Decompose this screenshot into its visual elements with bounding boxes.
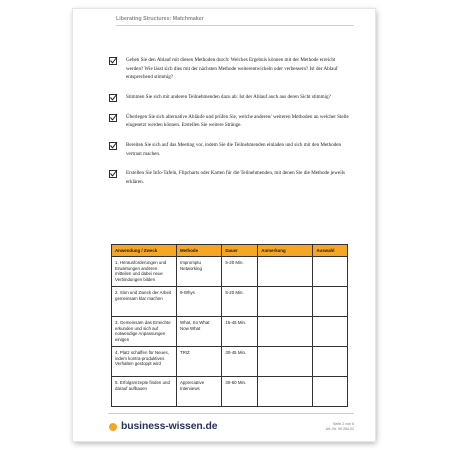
checklist-item — [109, 169, 349, 186]
checked-box-icon — [109, 142, 117, 150]
checked-box-icon — [109, 94, 117, 102]
cell-method: What, So What Now What — [176, 317, 221, 347]
cell-selection — [313, 287, 348, 317]
checklist-item — [109, 141, 349, 158]
logo-dot-icon — [109, 423, 117, 431]
cell-purpose: 1. Herausforderungen und Erwartungen anderen mitteilen und dabei neue Verbindungen bilden — [112, 257, 177, 287]
cell-note — [258, 317, 313, 347]
cell-purpose: 5. Erfolgsrezepte finden und darauf aufbauen — [112, 377, 177, 407]
checked-box-icon — [109, 170, 117, 178]
document-header-title: Liberating Structures: Matchmaker — [116, 16, 204, 22]
checklist-item-text: Erstellen Sie Info-Tafeln, Flipcharts oder Karten für die Teilnehmenden, mit denen Sie die Methode jeweils erklären. — [126, 170, 346, 185]
logo-text: business-wissen.de — [121, 421, 218, 432]
table-row — [112, 317, 348, 347]
cell-purpose: 2. Sinn und Zweck der Arbeit gemeinsam klar machen — [112, 287, 177, 317]
checklist-item — [109, 93, 349, 102]
cell-method: Appreciative Interviews — [176, 377, 221, 407]
cell-duration: 5-20 Min. — [222, 287, 258, 317]
checklist-item-text: Überlegen Sie sich alternative Abläufe und prüfen Sie, welche anderen/ weiteren Methoden an welcher Stelle eingesetzt werden können. Erstellen Sie weitere Stränge. — [126, 113, 349, 129]
cell-duration: 30-45 Min. — [222, 347, 258, 377]
cell-duration: 15-45 Min. — [222, 317, 258, 347]
cell-note — [258, 377, 313, 407]
cell-note — [258, 347, 313, 377]
cell-note — [258, 287, 313, 317]
table-row — [112, 377, 348, 407]
checklist-item-text: Gehen Sie den Ablauf mit diesen Methoden durch: Welches Ergebnis können mit der Methode erreicht werden? Wie lässt sich dies mit der nächsten Methode weiterentwickeln oder verbessern? Ist der Ablauf entsprechend stimmig? — [126, 57, 338, 81]
cell-purpose: 4. Platz schaffen für Neues, indem kontra-produktives Verhalten gestoppt wird — [112, 347, 177, 377]
brand-logo — [109, 421, 217, 432]
cell-selection — [313, 347, 348, 377]
cell-method: TRIZ — [176, 347, 221, 377]
table-row — [112, 347, 348, 377]
page-number: Seite 2 von 6 — [333, 422, 354, 426]
cell-selection — [313, 377, 348, 407]
column-header-duration: Dauer — [222, 245, 258, 257]
cell-duration: 5-20 Min. — [222, 257, 258, 287]
column-header-note: Anmerkung — [258, 245, 313, 257]
cell-selection — [313, 257, 348, 287]
cell-purpose: 3. Gemeinsam das Erreichte erkunden und sich auf notwendige Anpassungen einigen — [112, 317, 177, 347]
column-header-method: Methode — [176, 245, 221, 257]
document-page — [73, 9, 375, 441]
checklist-item — [109, 113, 349, 130]
cell-selection — [313, 317, 348, 347]
method-table — [111, 244, 348, 407]
table-header-row — [112, 245, 348, 257]
checklist-item-text: Stimmen Sie sich mit anderen Teilnehmenden dazu ab: Ist der Ablauf auch aus deren Sicht stimmig? — [126, 93, 331, 100]
checked-box-icon — [109, 57, 117, 65]
table-row — [112, 287, 348, 317]
footer-divider — [108, 413, 354, 414]
footer-meta — [326, 422, 354, 432]
header-divider — [116, 25, 354, 26]
column-header-purpose: Anwendung / Zweck — [112, 245, 177, 257]
column-header-selection: Auswahl — [313, 245, 348, 257]
cell-method: 9-Whys — [176, 287, 221, 317]
checklist-item — [109, 56, 349, 82]
checklist — [109, 56, 349, 197]
table-row — [112, 257, 348, 287]
cell-method: Impromptu Networking — [176, 257, 221, 287]
checklist-item-text: Bereiten Sie sich auf das Meeting vor, indem Sie die Teilnehmenden einladen und sich mit den Methoden vertraut machen. — [126, 141, 342, 157]
cell-note — [258, 257, 313, 287]
checked-box-icon — [109, 114, 117, 122]
article-number: Art.-Nr. 99.284.02 — [325, 427, 354, 431]
cell-duration: 30-60 Min. — [222, 377, 258, 407]
